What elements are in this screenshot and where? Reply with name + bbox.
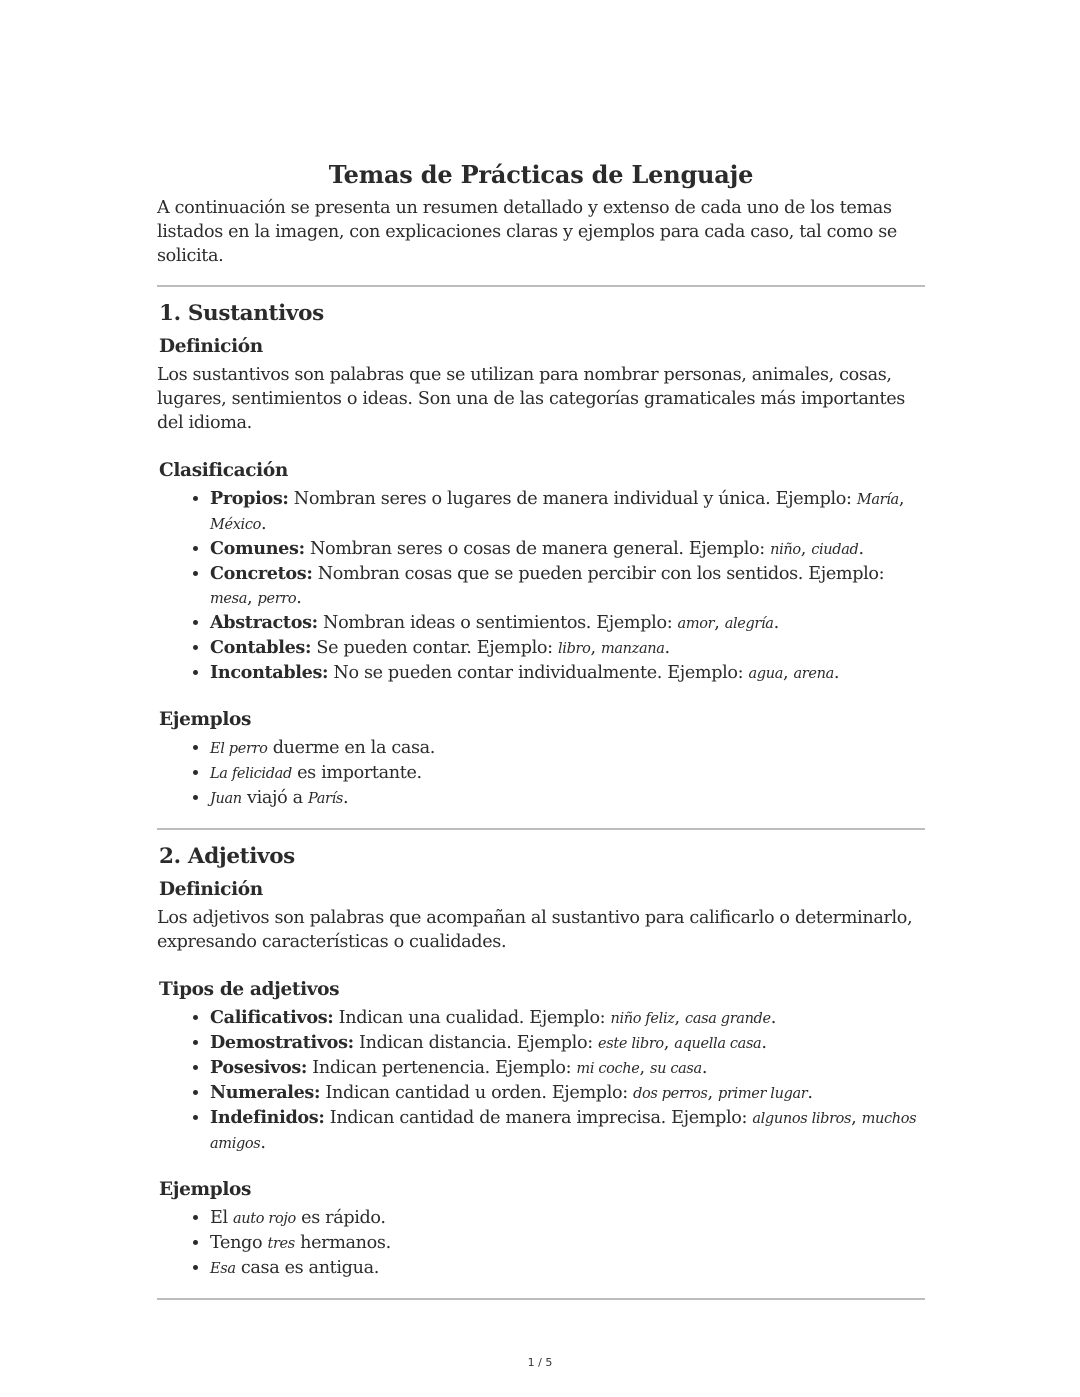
intro-paragraph: A continuación se presenta un resumen detallado y extenso de cada uno de los temas listados en la imagen, con explicaciones claras y ejemplos para cada caso, tal como se solicita. — [157, 198, 897, 266]
types-list-item: • Comunes: Nombran seres o cosas de manera general. Ejemplo: niño, ciudad. — [210, 537, 925, 562]
sections — [157, 299, 925, 1300]
section-heading: 1. Sustantivos — [159, 301, 324, 326]
type-description: Indican cantidad de manera imprecisa. Ejemplo: — [324, 1108, 753, 1128]
types-list-item: • Indefinidos: Indican cantidad de manera imprecisa. Ejemplo: algunos libros, muchos amigos. — [210, 1106, 925, 1156]
type-term: Calificativos: — [210, 1007, 334, 1028]
example-text: casa es antigua. — [235, 1258, 379, 1278]
spacer — [157, 435, 925, 457]
example-highlight: auto rojo — [233, 1211, 296, 1227]
type-description: No se pueden contar individualmente. Ejemplo: — [328, 663, 749, 683]
example-highlight: tres — [267, 1236, 295, 1252]
type-example: mesa — [210, 591, 248, 607]
examples-list — [157, 736, 925, 811]
types-list-item: • Posesivos: Indican pertenencia. Ejemplo: mi coche, su casa. — [210, 1056, 925, 1081]
example-sentence — [210, 1231, 925, 1256]
type-example: perro — [257, 591, 297, 607]
type-term: Incontables: — [210, 662, 329, 683]
type-description: Nombran seres o cosas de manera general. Ejemplo: — [304, 539, 771, 559]
type-term: Contables: — [210, 637, 312, 658]
example-sentence — [210, 736, 925, 761]
example-highlight: Juan — [210, 791, 242, 807]
type-example: alegría — [724, 616, 774, 632]
type-example: ciudad — [811, 542, 859, 558]
types-heading: Tipos de adjetivos — [159, 979, 340, 1000]
type-example: mi coche — [576, 1061, 640, 1077]
examples-heading: Ejemplos — [159, 1179, 252, 1200]
example-text: es importante. — [291, 763, 422, 783]
type-example: arena — [793, 666, 834, 682]
types-list-item: • Calificativos: Indican una cualidad. Ejemplo: niño feliz, casa grande. — [210, 1006, 925, 1031]
divider — [157, 1298, 925, 1300]
types-list-item: • Contables: Se pueden contar. Ejemplo: libro, manzana. — [210, 636, 925, 661]
type-example: María — [856, 492, 899, 508]
type-example: niño — [770, 542, 801, 558]
example-text: El — [210, 1208, 234, 1228]
example-text: duerme en la casa. — [267, 738, 436, 758]
document-page — [157, 158, 925, 1300]
type-example: primer lugar — [718, 1086, 808, 1102]
type-example: dos perros — [633, 1086, 708, 1102]
example-text: es rápido. — [295, 1208, 386, 1228]
example-text: Tengo — [210, 1233, 268, 1253]
types-list-item: • Incontables: No se pueden contar individualmente. Ejemplo: agua, arena. — [210, 661, 925, 686]
document-title: Temas de Prácticas de Lenguaje — [328, 160, 754, 189]
type-example: manzana — [600, 641, 665, 657]
type-example: México — [210, 517, 261, 533]
type-example: aquella casa — [674, 1036, 762, 1052]
type-term: Demostrativos: — [210, 1032, 354, 1053]
type-description: Indican distancia. Ejemplo: — [353, 1033, 599, 1053]
example-highlight: El perro — [210, 741, 268, 757]
section-heading: 2. Adjetivos — [159, 844, 295, 869]
types-list-item: • Abstractos: Nombran ideas o sentimientos. Ejemplo: amor, alegría. — [210, 611, 925, 636]
type-example: este libro — [598, 1036, 664, 1052]
divider — [157, 828, 925, 830]
type-example: su casa — [650, 1061, 702, 1077]
type-example: libro — [558, 641, 591, 657]
example-sentence — [210, 786, 925, 811]
types-list — [157, 487, 925, 686]
type-description: Indican una cualidad. Ejemplo: — [333, 1008, 611, 1028]
type-term: Indefinidos: — [210, 1107, 325, 1128]
definition-paragraph: Los adjetivos son palabras que acompañan al sustantivo para calificarlo o determinarlo, expresando características o cualidades. — [157, 908, 913, 952]
type-description: Indican pertenencia. Ejemplo: — [307, 1058, 577, 1078]
type-description: Nombran cosas que se pueden percibir con los sentidos. Ejemplo: — [312, 564, 885, 584]
type-example: niño feliz — [610, 1011, 675, 1027]
spacer — [157, 954, 925, 976]
example-text: hermanos. — [294, 1233, 391, 1253]
example-highlight: París — [307, 791, 343, 807]
example-sentence — [210, 761, 925, 786]
examples-list — [157, 1206, 925, 1281]
definition-heading: Definición — [159, 879, 263, 900]
example-sentence — [210, 1206, 925, 1231]
type-example: agua — [748, 666, 783, 682]
type-example: algunos libros — [752, 1111, 852, 1127]
type-term: Abstractos: — [210, 612, 318, 633]
examples-heading: Ejemplos — [159, 709, 252, 730]
type-description: Nombran seres o lugares de manera individual y única. Ejemplo: — [288, 489, 857, 509]
page-number: 1 / 5 — [527, 1356, 553, 1369]
type-term: Posesivos: — [210, 1057, 308, 1078]
type-description: Se pueden contar. Ejemplo: — [311, 638, 558, 658]
type-description: Nombran ideas o sentimientos. Ejemplo: — [317, 613, 678, 633]
divider — [157, 285, 925, 287]
example-text: . — [343, 788, 349, 808]
example-sentence — [210, 1256, 925, 1281]
types-list-item: • Numerales: Indican cantidad u orden. Ejemplo: dos perros, primer lugar. — [210, 1081, 925, 1106]
type-term: Numerales: — [210, 1082, 321, 1103]
definition-paragraph: Los sustantivos son palabras que se utilizan para nombrar personas, animales, cosas, lugares, sentimientos o ideas. Son una de las categorías gramaticales más importantes del idioma. — [157, 365, 905, 433]
example-text: viajó a — [241, 788, 308, 808]
type-example: amor — [677, 616, 715, 632]
type-term: Propios: — [210, 488, 289, 509]
types-list — [157, 1006, 925, 1156]
types-list-item: • Demostrativos: Indican distancia. Ejemplo: este libro, aquella casa. — [210, 1031, 925, 1056]
type-example: casa grande — [685, 1011, 771, 1027]
example-highlight: Esa — [210, 1261, 236, 1277]
type-description: Indican cantidad u orden. Ejemplo: — [320, 1083, 634, 1103]
type-term: Comunes: — [210, 538, 305, 559]
types-list-item: • Propios: Nombran seres o lugares de manera individual y única. Ejemplo: María, México. — [210, 487, 925, 537]
example-highlight: La felicidad — [210, 766, 292, 782]
types-list-item: • Concretos: Nombran cosas que se pueden percibir con los sentidos. Ejemplo: mesa, perro. — [210, 562, 925, 611]
type-example: muchos amigos — [210, 1111, 917, 1152]
type-term: Concretos: — [210, 563, 313, 584]
definition-heading: Definición — [159, 336, 263, 357]
types-heading: Clasificación — [159, 460, 288, 481]
